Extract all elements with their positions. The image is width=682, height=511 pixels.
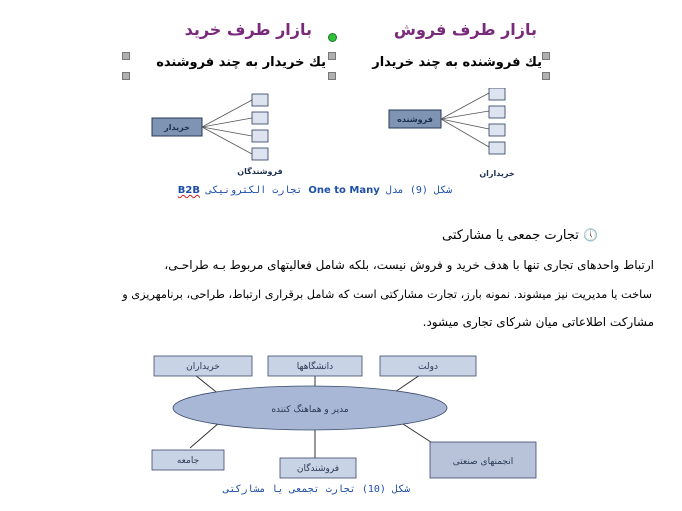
resize-handle[interactable] [328,72,336,80]
caption-b2b: B2B [177,185,200,196]
resize-handle[interactable] [542,72,550,80]
node-associations-label: انجمنهای صنعتی [452,457,514,467]
resize-handle[interactable] [122,72,130,80]
sell-side-diagram [385,88,535,183]
rotation-handle[interactable] [328,33,337,42]
resize-handle[interactable] [328,52,336,60]
buyer-box-small [489,106,505,118]
node-suppliers-label: فروشندگان [296,464,340,474]
title-buy-side: بازار طرف خريد [184,20,312,39]
figure-9-caption [140,185,452,196]
section-heading-text: تجارت جمعی یا مشارکتی [442,228,579,243]
supplier-box [252,112,268,124]
buyer-box-small [489,124,505,136]
node-coordinator-label: مدیر و هماهنگ کننده [271,405,349,415]
paragraph-line-3: مشارکت اطلاعاتی میان شرکای تجاری میشود. [422,315,654,329]
collaborative-commerce-diagram [150,350,540,480]
clock-icon: 🕔 [583,228,598,242]
node-society-label: جامعه [176,456,200,466]
subtitle-buy-side: يك خريدار به چند فروشنده [156,55,326,70]
section-heading [380,228,598,243]
buyers-label: خريداران [479,169,515,178]
figure-10-caption: شکل (10) تجارت تجمعی یا مشارکتی [223,484,410,495]
supplier-box [252,148,268,160]
node-government-label: دولت [418,362,438,372]
node-universities-label: دانشگاهها [296,362,334,372]
buyer-box-small [489,88,505,100]
buyer-box-small [489,142,505,154]
supplier-box [252,130,268,142]
seller-box-label: فروشنده [397,115,433,124]
paragraph-line-1: ارتباط واحدهای تجاری تنها با هدف خرید و فروش نیست، بلکه شامل فعالیتهای مربوط بـه طراحـی، [164,258,654,272]
caption-model: One to Many [308,185,380,196]
title-sell-side: بازار طرف فروش [393,20,537,39]
paragraph-line-2: ساخت یا مدیریت نیز میشوند. نمونه بارز، تجارت مشارکتی است که شامل برقراری ارتباط، طراحی، برنامهریزی و [122,288,652,301]
subtitle-sell-side: يك فروشنده به چند خريدار [372,55,542,70]
supplier-box [252,94,268,106]
buy-side-diagram [148,90,288,185]
caption-middle: تجارت الکترونیکی [200,185,309,196]
resize-handle[interactable] [542,52,550,60]
caption-prefix: شکل (9) مدل [379,185,452,196]
suppliers-label: فروشندگان [237,167,283,176]
node-buyers-label: خریداران [186,362,220,372]
buyer-box-label: خريدار [164,123,190,132]
